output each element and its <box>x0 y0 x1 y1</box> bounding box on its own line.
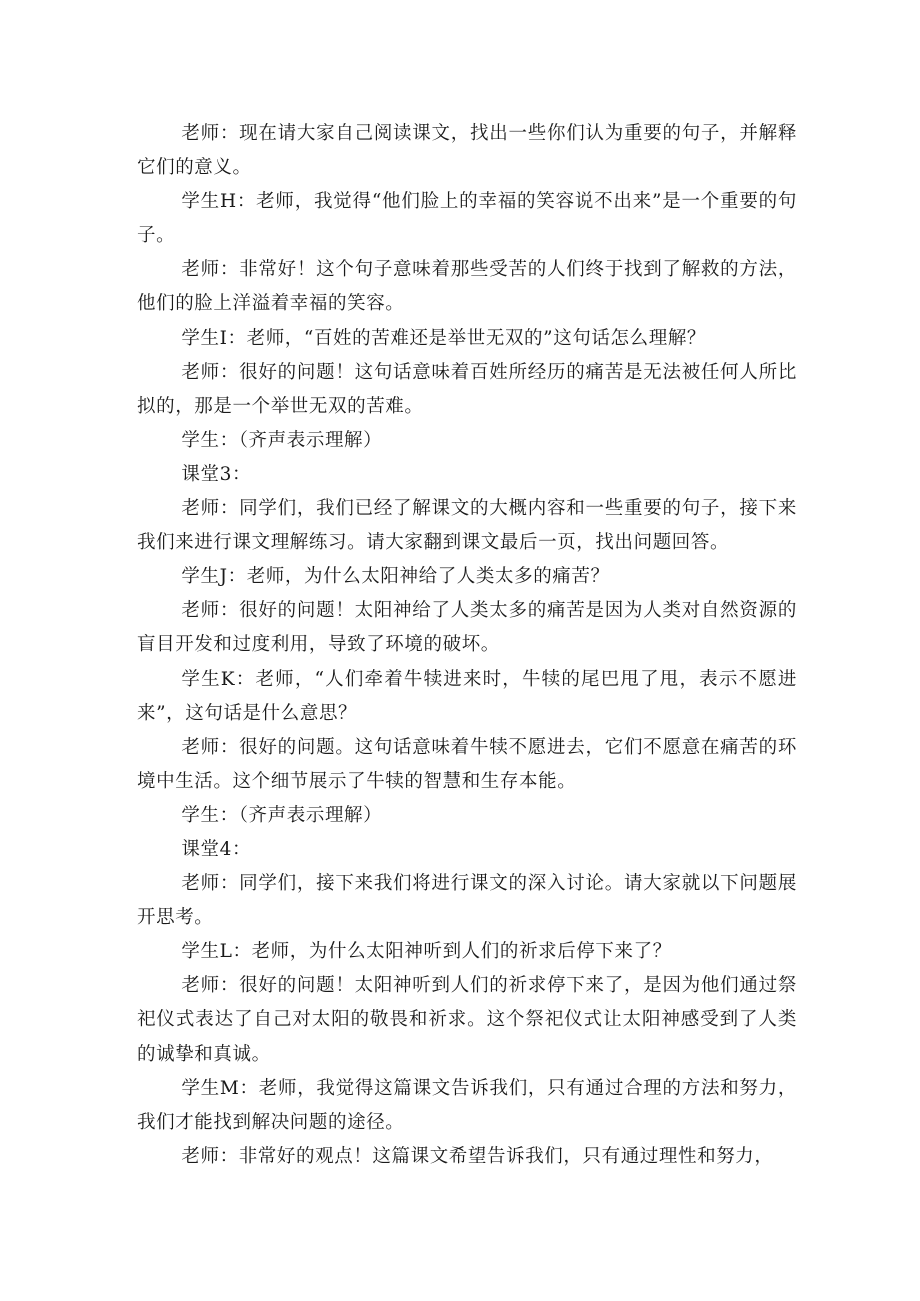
paragraph-student-l: 学生L：老师，为什么太阳神听到人们的祈求后停下来了？ <box>181 941 672 963</box>
paragraph-teacher-reply: 老师：很好的问题！这句话意味着百姓所经历的痛苦是无法被任何人所比拟的，那是一个举世无双的苦难。 <box>137 361 797 417</box>
paragraph-student-h: 学生H：老师，我觉得“他们脸上的幸福的笑容说不出来”是一个重要的句子。 <box>137 191 797 247</box>
paragraph-teacher-instruction: 老师：同学们，我们已经了解课文的大概内容和一些重要的句子，接下来我们来进行课文理解练习。请大家翻到课文最后一页，找出问题回答。 <box>137 498 797 554</box>
paragraph-student-j: 学生J：老师，为什么太阳神给了人类太多的痛苦？ <box>181 566 610 588</box>
section-heading-lesson-3: 课堂3： <box>181 463 252 485</box>
document-body <box>137 117 797 1174</box>
paragraph-teacher-instruction: 老师：现在请大家自己阅读课文，找出一些你们认为重要的句子，并解释它们的意义。 <box>137 123 797 179</box>
paragraph-students-chorus: 学生：（齐声表示理解） <box>181 429 383 451</box>
paragraph-students-chorus: 学生：（齐声表示理解） <box>181 804 383 826</box>
paragraph-teacher-reply: 老师：非常好！这个句子意味着那些受苦的人们终于找到了解救的方法，他们的脸上洋溢着幸福的笑容。 <box>137 259 797 315</box>
section-heading-lesson-4: 课堂4： <box>181 838 252 860</box>
paragraph-teacher-reply: 老师：很好的问题！太阳神听到人们的祈求停下来了，是因为他们通过祭祀仪式表达了自己对太阳的敬畏和祈求。这个祭祀仪式让太阳神感受到了人类的诚挚和真诚。 <box>137 975 797 1065</box>
paragraph-teacher-reply: 老师：很好的问题！太阳神给了人类太多的痛苦是因为人类对自然资源的盲目开发和过度利用，导致了环境的破坏。 <box>137 600 797 656</box>
paragraph-teacher-reply: 老师：很好的问题。这句话意味着牛犊不愿进去，它们不愿意在痛苦的环境中生活。这个细节展示了牛犊的智慧和生存本能。 <box>137 736 797 792</box>
paragraph-student-i: 学生I：老师，“百姓的苦难还是举世无双的”这句话怎么理解？ <box>181 327 707 349</box>
paragraph-student-m: 学生M：老师，我觉得这篇课文告诉我们，只有通过合理的方法和努力，我们才能找到解决问题的途径。 <box>137 1077 797 1133</box>
paragraph-teacher-instruction: 老师：同学们，接下来我们将进行课文的深入讨论。请大家就以下问题展开思考。 <box>137 873 797 929</box>
paragraph-teacher-reply: 老师：非常好的观点！这篇课文希望告诉我们，只有通过理性和努力， <box>181 1145 774 1167</box>
paragraph-student-k: 学生K：老师，“人们牵着牛犊进来时，牛犊的尾巴甩了甩，表示不愿进来”，这句话是什么意思？ <box>137 668 797 724</box>
